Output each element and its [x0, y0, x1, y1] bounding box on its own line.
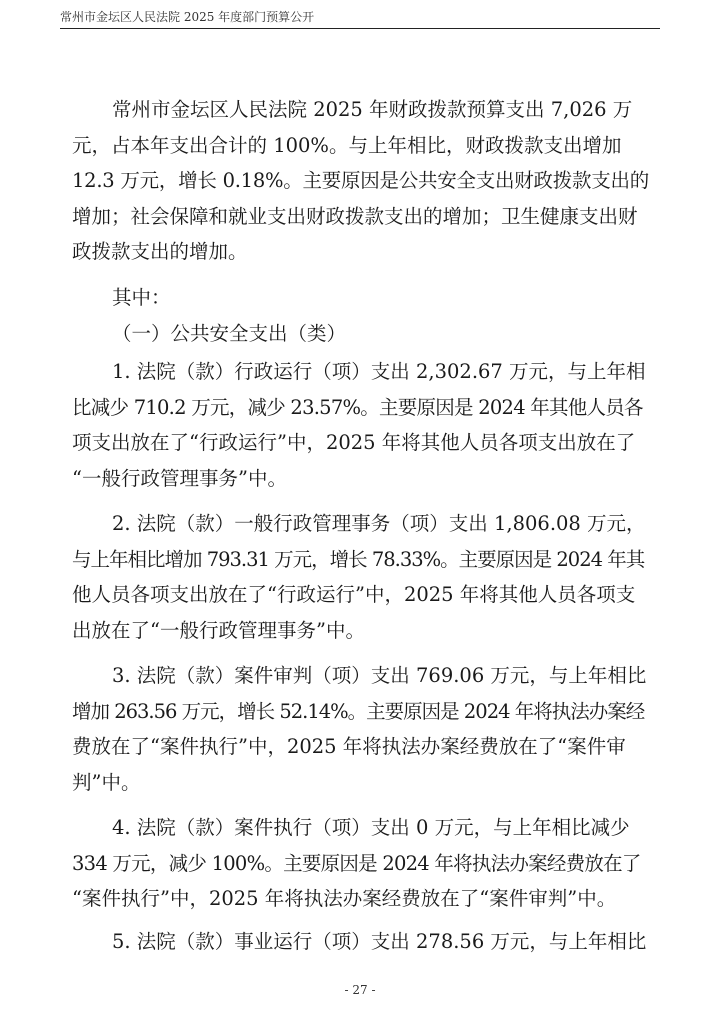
text-line: 增加 263.56 万元，增长 52.14%。主要原因是 2024 年将执法办案经 — [72, 699, 645, 723]
paragraph-summary — [72, 92, 648, 270]
text-line: 334 万元，减少 100%。主要原因是 2024 年将执法办案经费放在了 — [72, 851, 641, 875]
text-line: 4. 法院（款）案件执行（项）支出 0 万元，与上年相比减少 — [112, 816, 630, 839]
text-line: 比减少 710.2 万元，减少 23.57%。主要原因是 2024 年其他人员各 — [72, 395, 643, 419]
text-line: 费放在了“案件执行”中，2025 年将执法办案经费放在了“案件审 — [72, 735, 626, 758]
text-line: 2. 法院（款）一般行政管理事务（项）支出 1,806.08 万元， — [112, 512, 646, 535]
text-line: 12.3 万元，增长 0.18%。主要原因是公共安全支出财政拨款支出的 — [72, 169, 650, 192]
page-number: - 27 - — [344, 983, 376, 997]
text-line: 项支出放在了“行政运行”中，2025 年将其他人员各项支出放在了 — [72, 431, 636, 454]
text-line: 与上年相比增加 793.31 万元，增长 78.33%。主要原因是 2024 年其 — [72, 547, 645, 571]
text-line: 3. 法院（款）案件审判（项）支出 769.06 万元，与上年相比 — [112, 664, 647, 687]
text-line: 政拨款支出的增加。 — [72, 240, 248, 263]
header-title: 常州市金坛区人民法院 2025 年度部门预算公开 — [60, 10, 315, 24]
text-line: 1. 法院（款）行政运行（项）支出 2,302.67 万元，与上年相 — [112, 360, 646, 383]
paragraph-item-5 — [72, 924, 648, 960]
text-line: 增加；社会保障和就业支出财政拨款支出的增加；卫生健康支出财 — [72, 204, 638, 228]
text-line: 判”中。 — [72, 770, 141, 794]
text-line: （一）公共安全支出（类） — [112, 322, 347, 345]
text-line: 元，占本年支出合计的 100%。与上年相比，财政拨款支出增加 — [72, 133, 622, 157]
text-line: “一般行政管理事务”中。 — [72, 466, 287, 490]
paragraph-item-1 — [72, 354, 648, 496]
paragraph-among — [72, 280, 648, 316]
paragraph-item-2 — [72, 506, 648, 648]
paragraph-item-3 — [72, 658, 648, 800]
page-header — [60, 8, 660, 29]
text-line: “案件执行”中，2025 年将执法办案经费放在了“案件审判”中。 — [72, 887, 617, 910]
section-heading — [72, 316, 648, 352]
text-line: 他人员各项支出放在了“行政运行”中，2025 年将其他人员各项支 — [72, 583, 636, 606]
paragraph-item-4 — [72, 810, 648, 917]
text-line: 出放在了“一般行政管理事务”中。 — [72, 618, 365, 642]
text-line: 5. 法院（款）事业运行（项）支出 278.56 万元，与上年相比 — [112, 930, 647, 953]
text-line: 其中： — [112, 286, 171, 309]
text-line: 常州市金坛区人民法院 2025 年财政拨款预算支出 7,026 万 — [112, 98, 633, 121]
